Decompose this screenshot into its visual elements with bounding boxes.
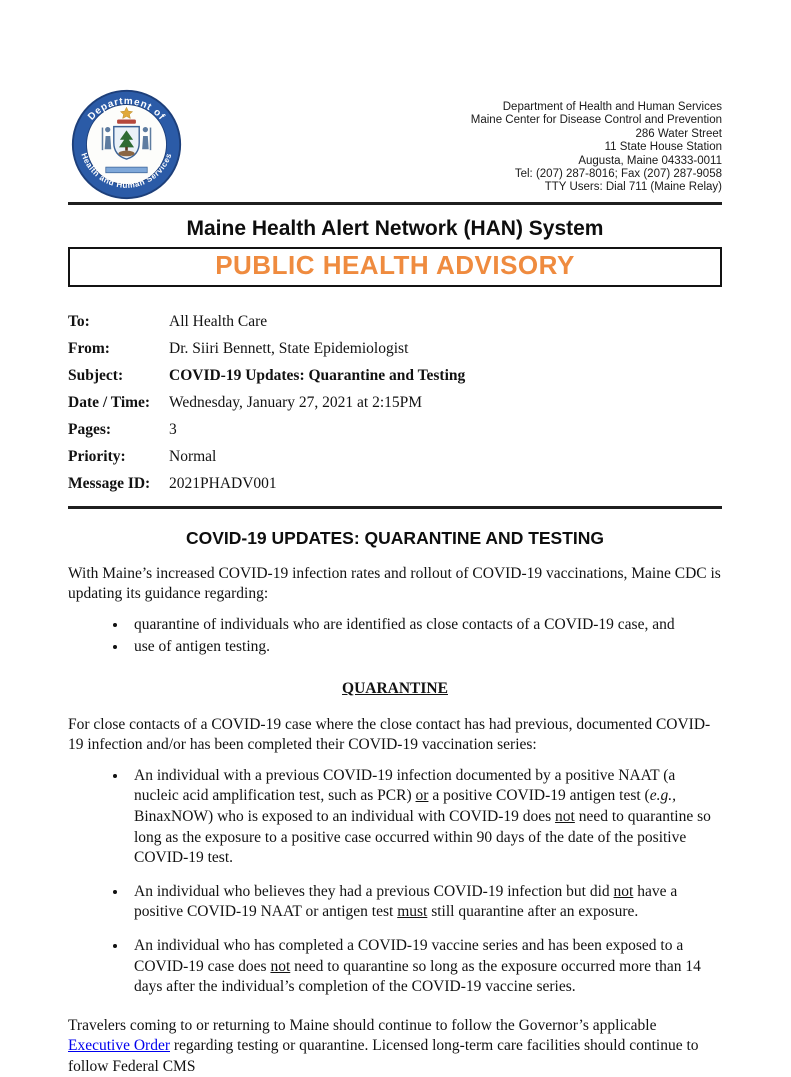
meta-row-message-id [68,475,722,493]
meta-label: Subject: [68,367,124,384]
quarantine-intro-paragraph: For close contacts of a COVID-19 case where the close contact has had previous, documented COVID-19 infection and/or has been completed their COVID-19 vaccination series: [68,715,711,754]
quarantine-heading: QUARANTINE [342,679,448,697]
meta-value: COVID-19 Updates: Quarantine and Testing [169,367,466,384]
advisory-banner [68,247,722,287]
meta-row-datetime [68,394,722,412]
list-item: • quarantine of individuals who are identified as close contacts of a COVID-19 case, and [128,615,722,635]
memo-header-table [68,313,722,493]
meta-row-from [68,340,722,358]
meta-value: Normal [169,448,217,465]
advisory-banner-text: PUBLIC HEALTH ADVISORY [215,250,575,280]
underlined-text: or [415,787,429,805]
meta-label: To: [68,313,90,330]
agency-address-block [471,88,722,195]
meta-label: Date / Time: [68,394,151,411]
list-item [128,766,722,869]
underlined-text: not [613,882,634,900]
quarantine-bullet-list [68,766,722,998]
meta-label: From: [68,340,110,357]
meta-row-subject [68,367,722,385]
address-line: Augusta, Maine 04333-0011 [578,154,722,167]
text-segment: An individual with a previous COVID-19 infection documented by a positive NAAT (a nucleic acid amplification test, such as PCR) [134,766,676,805]
address-line: TTY Users: Dial 711 (Maine Relay) [544,181,722,194]
italic-text: e.g., [649,787,676,805]
address-line: Tel: (207) 287-8016; Fax (207) 287-9058 [514,168,722,181]
seal-bottom-text: Health and Human Services [79,151,174,190]
section-divider [68,506,722,509]
text-segment: need to quarantine so long as the exposure to a positive case occurred within 90 days of the date of the positive COVID-19 test. [134,807,711,867]
underlined-text: not [270,957,291,975]
text-segment: BinaxNOW) who is exposed to an individual with COVID-19 does [134,807,556,825]
list-item [128,936,722,998]
list-item [128,882,722,923]
meta-value: 2021PHADV001 [169,475,277,492]
section-title: COVID-19 UPDATES: QUARANTINE AND TESTING [185,528,605,548]
address-line: 286 Water Street [635,127,722,140]
text-segment: regarding testing or quarantine. Licensed long-term care facilities should continue to follow Federal CMS [68,1037,699,1075]
meta-value: All Health Care [169,313,268,330]
text-segment: need to quarantine so long as the exposure occurred more than 14 days after the individual’s completion of the COVID-19 vaccine series. [134,957,701,996]
meta-value: Dr. Siiri Bennett, State Epidemiologist [169,340,409,357]
seal-top-text: Department of [86,95,168,123]
list-item: • use of antigen testing. [128,637,722,657]
meta-label: Pages: [68,421,112,438]
underlined-text: not [555,807,575,825]
letterhead [68,88,722,200]
maine-dhhs-seal-icon [70,88,183,201]
travelers-paragraph [68,1016,722,1077]
text-segment: have a positive COVID-19 NAAT or antigen test [134,882,678,921]
intro-paragraph: With Maine’s increased COVID-19 infection rates and rollout of COVID-19 vaccinations, Maine CDC is updating its guidance regarding: [68,565,721,603]
address-line: 11 State House Station [604,141,722,154]
text-segment: still quarantine after an exposure. [427,903,639,921]
intro-bullet-list [68,615,722,658]
text-segment: An individual who believes they had a previous COVID-19 infection but did [134,882,614,900]
address-line: Department of Health and Human Services [502,101,722,113]
meta-row-to [68,313,722,331]
text-segment: a positive COVID-19 antigen test ( [428,787,650,805]
address-line: Maine Center for Disease Control and Prevention [470,114,722,127]
meta-label: Message ID: [68,475,151,492]
text-segment: An individual who has completed a COVID-19 vaccine series and has been exposed to a COVID-19 case does [134,936,684,975]
header-divider [68,202,722,205]
executive-order-link[interactable]: Executive Order [68,1037,170,1055]
meta-label: Priority: [68,448,126,465]
page-title: Maine Health Alert Network (HAN) System [186,217,604,240]
meta-value: Wednesday, January 27, 2021 at 2:15PM [169,394,423,411]
meta-row-pages [68,421,722,439]
text-segment: Travelers coming to or returning to Maine should continue to follow the Governor’s applicable [68,1016,657,1034]
meta-row-priority [68,448,722,466]
meta-value: 3 [169,421,177,438]
underlined-text: must [397,903,428,921]
maine-dhhs-seal-icon [70,88,183,201]
